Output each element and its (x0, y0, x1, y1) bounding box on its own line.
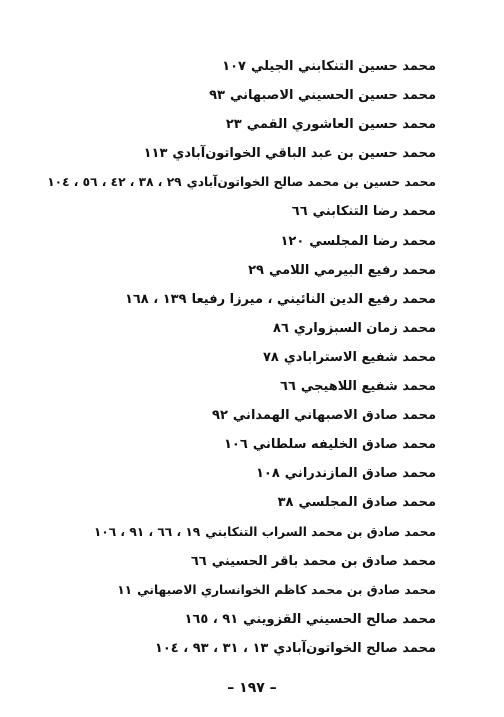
entry-name: محمد صادق بن محمد باقر الحسيني (211, 553, 436, 569)
entry-name: محمد حسين بن عبد الباقي الخواتون‌آبادي (172, 146, 436, 162)
entry-pages: ١٠٨ (255, 466, 280, 482)
entry-pages: ٢٣ (225, 117, 242, 133)
entry-pages: ١٠٦ (224, 437, 248, 453)
page-number: – ١٩٧ – (227, 680, 277, 696)
entry-pages: ٩٢ (212, 408, 228, 424)
index-entry (36, 110, 436, 139)
entry-name: محمد صالح الحسيني القزويني (243, 611, 436, 627)
index-entry (36, 518, 436, 547)
entry-name: محمد صادق المازندراني (284, 466, 436, 482)
entry-pages: ١١٣ (143, 146, 168, 162)
entry-pages: ٢٩ (248, 262, 264, 278)
entry-name: محمد رضا التنكابني (312, 204, 436, 220)
entry-name: محمد حسين العاشوري القمي (246, 117, 436, 133)
entry-pages: ٦٦ (190, 553, 207, 569)
entry-pages: ٦٦ (291, 204, 308, 220)
entry-pages: ٢٩ ، ٣٨ ، ٤٢ ، ٥٦ ، ١٠٤ (47, 175, 182, 190)
entry-name: محمد صادق الاصبهاني الهمداني (232, 408, 436, 424)
index-entry (36, 605, 436, 634)
index-entry (36, 488, 436, 517)
index-entry (36, 285, 436, 314)
entry-name: محمد حسين الحسيني الاصبهاني (229, 88, 436, 104)
entry-name: محمد رفيع البيرمي اللامي (268, 262, 436, 278)
entry-pages: ١١ (117, 582, 133, 597)
entry-pages: ٩١ ، ١٦٥ (184, 611, 239, 627)
entry-pages: ١٢٠ (280, 233, 305, 249)
index-entry (36, 401, 436, 430)
entry-name: محمد حسين التنكابني الجيلي (250, 59, 436, 74)
index-entry (36, 459, 436, 488)
index-entry (36, 576, 436, 605)
index-entry (36, 197, 436, 226)
index-entry (36, 343, 436, 372)
index-list (36, 52, 436, 663)
entry-pages: ١٣ ، ٣١ ، ٩٣ ، ١٠٤ (154, 640, 269, 656)
index-entry (36, 256, 436, 285)
entry-pages: ٨٦ (273, 320, 289, 336)
index-entry (36, 139, 436, 168)
entry-pages: ١٩ ، ٦٦ ، ٩١ ، ١٠٦ (93, 524, 201, 539)
entry-name: محمد صادق بن محمد السراب التنكابني (205, 524, 436, 539)
index-entry (36, 372, 436, 401)
index-entry (36, 430, 436, 459)
entry-name: محمد شفيع اللاهيجي (300, 379, 436, 395)
entry-name: محمد صالح الخواتون‌آبادي (273, 640, 436, 656)
index-entry (36, 168, 436, 197)
entry-pages: ٧٨ (262, 349, 279, 365)
entry-name: محمد حسين بن محمد صالح الخواتون‌آبادي (186, 175, 436, 190)
entry-name: محمد زمان السبزواري (293, 320, 436, 336)
index-entry (36, 314, 436, 343)
index-entry (36, 227, 436, 256)
index-entry (36, 81, 436, 110)
entry-name: محمد شفيع الاسترابادي (283, 349, 436, 365)
index-entry (36, 52, 436, 81)
entry-pages: ٩٣ (209, 88, 225, 104)
entry-name: محمد صادق المجلسي (298, 495, 436, 511)
entry-pages: ١٠٧ (222, 59, 246, 74)
entry-pages: ٣٨ (277, 495, 294, 511)
index-entry (36, 547, 436, 576)
entry-name: محمد صادق الخليفه سلطاني (252, 437, 436, 453)
entry-name: محمد رفيع الدين النائيني ، ميرزا رفيعا (191, 291, 436, 307)
index-entry (36, 634, 436, 663)
entry-name: محمد صادق بن محمد كاظم الخوانساري الاصبهاني (137, 582, 436, 597)
entry-pages: ٦٦ (280, 379, 296, 395)
entry-name: محمد رضا المجلسي (309, 233, 436, 249)
entry-pages: ١٣٩ ، ١٦٨ (124, 291, 187, 307)
